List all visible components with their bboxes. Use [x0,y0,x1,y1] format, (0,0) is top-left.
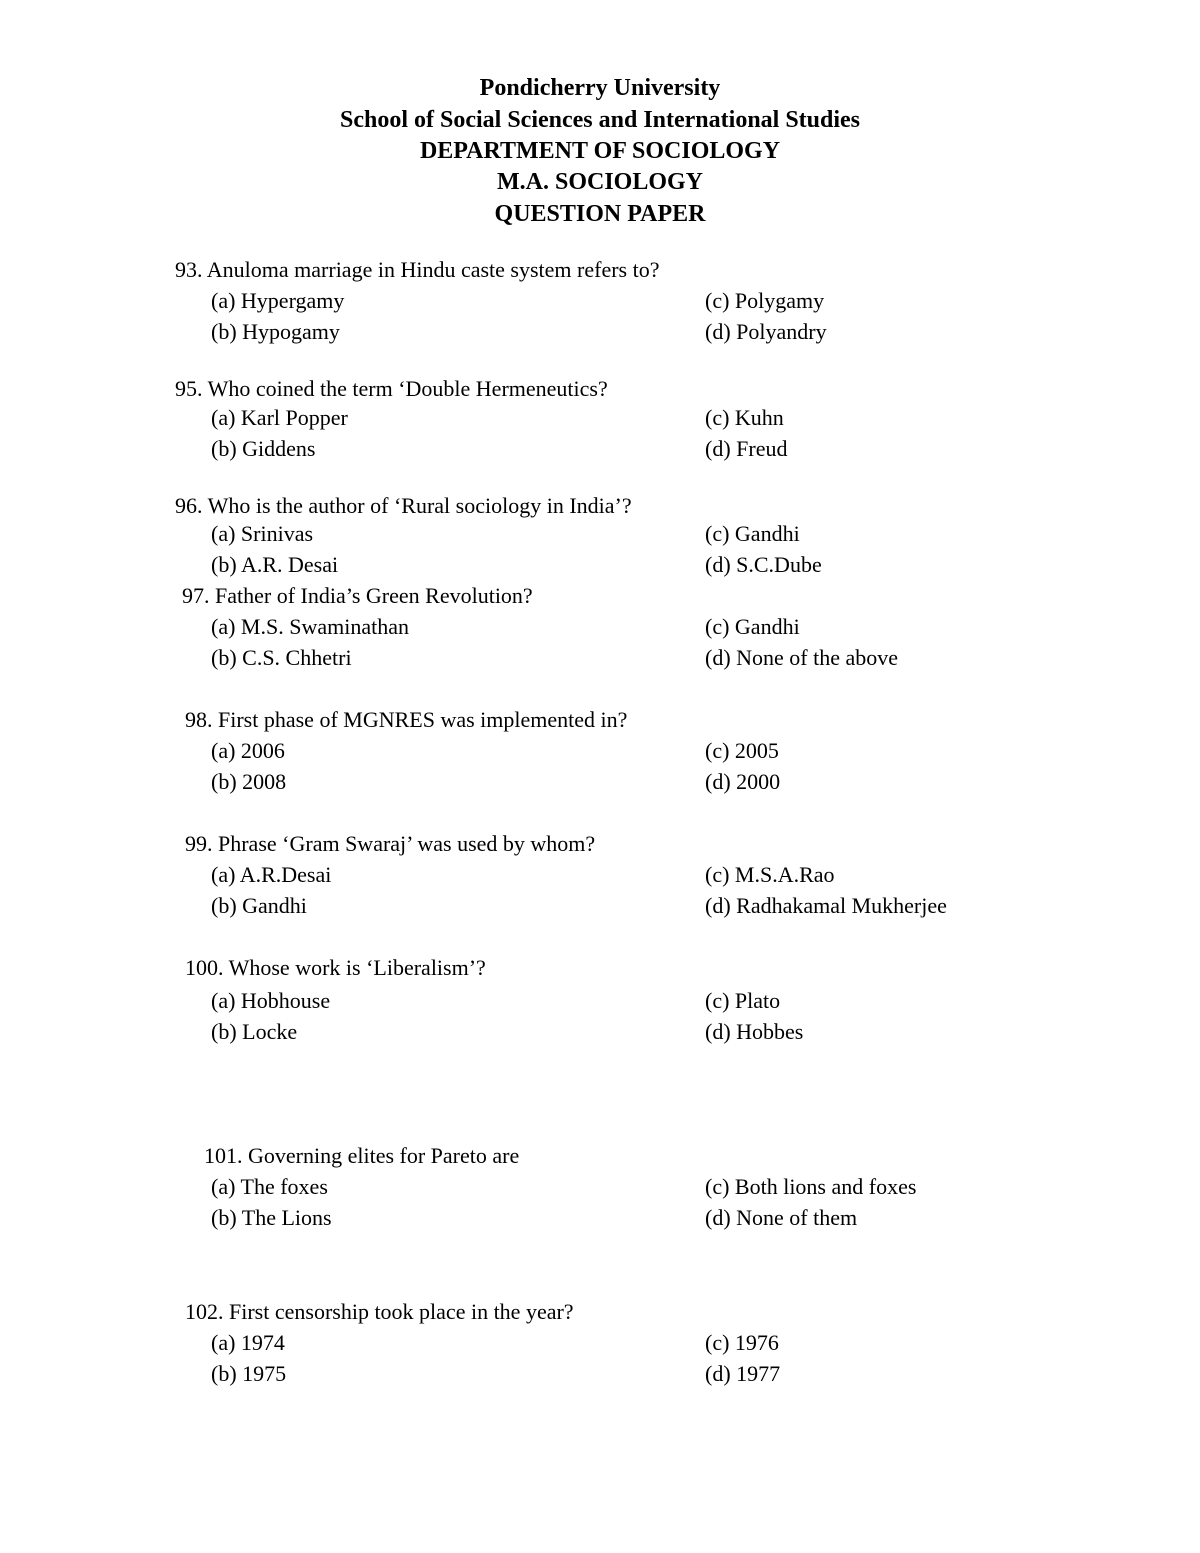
option-b: (b) Locke [211,1019,298,1044]
option-c: (c) Plato [705,988,781,1013]
question-text: 97. Father of India’s Green Revolution? [182,583,533,608]
option-a: (a) Hobhouse [211,988,331,1013]
option-d: (d) 1977 [705,1361,781,1386]
option-c: (c) Kuhn [705,405,784,430]
option-a: (a) The foxes [211,1174,328,1199]
program-title: M.A. SOCIOLOGY [496,169,703,195]
option-d: (d) None of them [705,1205,858,1230]
option-a: (a) A.R.Desai [211,862,332,887]
question-text: 93. Anuloma marriage in Hindu caste system refers to? [175,257,660,282]
option-d: (d) None of the above [705,645,899,670]
question-text: 101. Governing elites for Pareto are [204,1143,520,1168]
school-title: School of Social Sciences and International Studies [339,107,861,133]
option-c: (c) Gandhi [705,521,800,546]
option-d: (d) Polyandry [705,319,827,344]
option-b: (b) A.R. Desai [211,552,339,577]
question-text: 95. Who coined the term ‘Double Hermeneutics? [175,376,608,401]
option-b: (b) Gandhi [211,893,307,918]
option-d: (d) Freud [705,436,788,461]
question-text: 100. Whose work is ‘Liberalism’? [185,955,486,980]
option-b: (b) Hypogamy [211,319,340,344]
option-c: (c) Gandhi [705,614,800,639]
question-text: 99. Phrase ‘Gram Swaraj’ was used by whom? [185,831,596,856]
paper-title: QUESTION PAPER [494,201,706,227]
option-a: (a) 1974 [211,1330,285,1355]
option-a: (a) Srinivas [211,521,314,546]
department-title: DEPARTMENT OF SOCIOLOGY [419,138,781,164]
option-a: (a) Karl Popper [211,405,348,430]
option-d: (d) 2000 [705,769,781,794]
option-c: (c) M.S.A.Rao [705,862,835,887]
option-c: (c) Polygamy [705,288,825,313]
option-c: (c) 1976 [705,1330,779,1355]
option-b: (b) 2008 [211,769,287,794]
option-b: (b) Giddens [211,436,316,461]
question-text: 96. Who is the author of ‘Rural sociology in India’? [175,493,632,518]
option-a: (a) 2006 [211,738,285,763]
option-b: (b) C.S. Chhetri [211,645,352,670]
option-b: (b) The Lions [211,1205,332,1230]
option-c: (c) 2005 [705,738,779,763]
question-text: 102. First censorship took place in the year? [185,1299,574,1324]
option-d: (d) Radhakamal Mukherjee [705,893,947,918]
option-d: (d) S.C.Dube [705,552,822,577]
university-title: Pondicherry University [479,75,721,101]
question-text: 98. First phase of MGNRES was implemented in? [185,707,628,732]
option-d: (d) Hobbes [705,1019,804,1044]
option-a: (a) Hypergamy [211,288,345,313]
option-a: (a) M.S. Swaminathan [211,614,409,639]
option-b: (b) 1975 [211,1361,287,1386]
option-c: (c) Both lions and foxes [705,1174,917,1199]
